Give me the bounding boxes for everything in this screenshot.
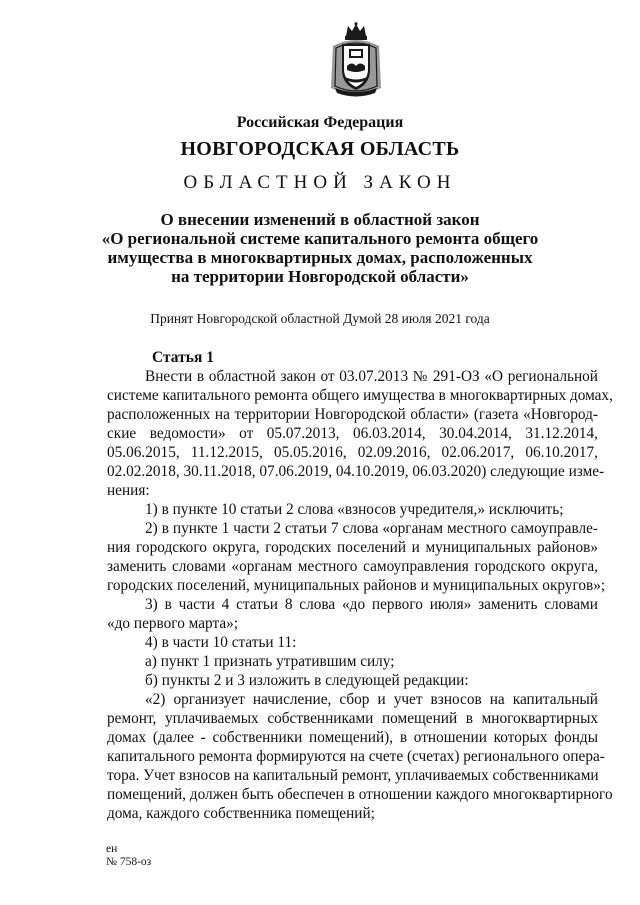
law-title-line: на территории Новгородской области» xyxy=(171,267,469,286)
body-line: городских поселений, муниципальных районов и муниципальных округов»; xyxy=(107,577,606,594)
law-title-line: имущества в многоквартирных домах, расположенных xyxy=(107,248,533,267)
article-heading: Статья 1 xyxy=(152,349,214,366)
body-line: 4) в части 10 статьи 11: xyxy=(145,634,297,651)
body-line: а) пункт 1 признать утратившим силу; xyxy=(145,653,395,670)
body-line: Внести в областной закон от 03.07.2013 № 291-ОЗ «О региональной xyxy=(145,368,598,385)
body-line: системе капитального ремонта общего имущества в многоквартирных домах, xyxy=(107,387,613,404)
body-line: ские ведомости» от 05.07.2013, 06.03.2014, 30.04.2014, 31.12.2014, xyxy=(107,425,598,442)
footer-initials: ен xyxy=(106,843,118,855)
body-line: заменить словами «органам местного самоуправления городского округа, xyxy=(107,558,598,575)
law-title-line: О внесении изменений в областной закон xyxy=(160,210,480,229)
body-line: помещений, должен быть обеспечен в отношении каждого многоквартирного xyxy=(107,786,613,803)
body-line: 02.02.2018, 30.11.2018, 07.06.2019, 04.10.2019, 06.03.2020) следующие изме- xyxy=(107,463,605,480)
body-line: 2) в пункте 1 части 2 статьи 7 слова «органам местного самоуправле- xyxy=(145,520,598,537)
body-line: «2) организует начисление, сбор и учет взносов на капитальный xyxy=(145,691,598,708)
body-line: «до первого марта»; xyxy=(107,615,239,632)
article-body xyxy=(107,367,613,823)
body-line: тора. Учет взносов на капитальный ремонт, уплачиваемых собственниками xyxy=(107,767,599,784)
body-line: капитального ремонта формируются на счете (счетах) регионального опера- xyxy=(107,748,605,765)
law-title-line: «О региональной системе капитального ремонта общего xyxy=(101,229,539,248)
body-line: дома, каждого собственника помещений; xyxy=(107,805,375,822)
body-line: 05.06.2015, 11.12.2015, 05.05.2016, 02.09.2016, 02.06.2017, 06.10.2017, xyxy=(107,444,598,461)
body-line: б) пункты 2 и 3 изложить в следующей редакции: xyxy=(145,672,469,689)
body-line: ния городского округа, городских поселений и муниципальных районов» xyxy=(107,539,598,556)
region-heading: НОВГОРОДСКАЯ ОБЛАСТЬ xyxy=(180,138,460,160)
body-line: нения: xyxy=(107,482,150,499)
body-line: ремонт, уплачиваемых собственниками помещений в многоквартирных xyxy=(107,710,598,727)
law-title xyxy=(0,210,640,286)
body-line: 3) в части 4 статьи 8 слова «до первого июля» заменить словами xyxy=(145,596,598,613)
body-line: 1) в пункте 10 статьи 2 слова «взносов учредителя,» исключить; xyxy=(145,501,564,518)
law-type-heading: ОБЛАСТНОЙ ЗАКОН xyxy=(183,172,457,193)
adoption-date: Принят Новгородской областной Думой 28 июля 2021 года xyxy=(150,311,490,326)
document-footer xyxy=(106,843,151,869)
footer-doc-number: № 758-оз xyxy=(106,856,152,868)
federation-heading: Российская Федерация xyxy=(236,114,404,131)
body-line: расположенных на территории Новгородской области» (газета «Новгород- xyxy=(107,406,598,423)
coat-of-arms-icon xyxy=(329,22,383,98)
body-line: домах (далее - собственники помещений), в отношении которых фонды xyxy=(107,729,598,746)
